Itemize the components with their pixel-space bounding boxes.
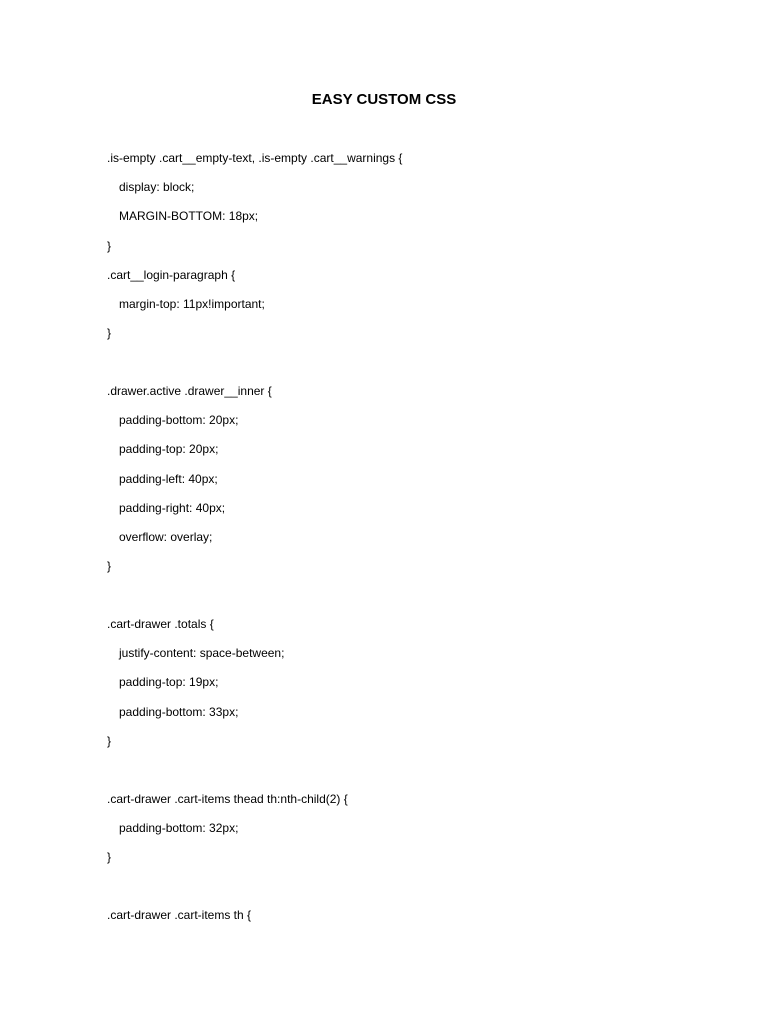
code-line: padding-top: 19px; bbox=[119, 675, 219, 689]
code-line: } bbox=[107, 326, 112, 340]
code-line: } bbox=[107, 734, 112, 748]
code-line: MARGIN-BOTTOM: 18px; bbox=[119, 209, 259, 223]
code-line: .cart-drawer .cart-items th { bbox=[107, 908, 252, 922]
code-line: .cart__login-paragraph { bbox=[107, 268, 236, 282]
code-line: .cart-drawer .cart-items thead th:nth-child(2) { bbox=[107, 792, 348, 806]
code-line: } bbox=[107, 559, 112, 573]
code-line: padding-bottom: 32px; bbox=[119, 821, 239, 835]
code-line: justify-content: space-between; bbox=[119, 646, 285, 660]
code-line: .drawer.active .drawer__inner { bbox=[107, 384, 272, 398]
code-line: padding-left: 40px; bbox=[119, 472, 218, 486]
code-line: margin-top: 11px!important; bbox=[119, 297, 265, 311]
code-line: padding-bottom: 20px; bbox=[119, 413, 239, 427]
code-line: padding-right: 40px; bbox=[119, 501, 226, 515]
document-title: EASY CUSTOM CSS bbox=[311, 91, 457, 108]
code-line: display: block; bbox=[119, 180, 195, 194]
code-line: } bbox=[107, 850, 112, 864]
code-line: .cart-drawer .totals { bbox=[107, 617, 214, 631]
code-line: .is-empty .cart__empty-text, .is-empty .cart__warnings { bbox=[107, 151, 403, 165]
code-line: padding-bottom: 33px; bbox=[119, 705, 239, 719]
css-code-block bbox=[107, 0, 727, 1024]
code-line: overflow: overlay; bbox=[119, 530, 213, 544]
code-line: padding-top: 20px; bbox=[119, 442, 219, 456]
code-line: } bbox=[107, 239, 112, 253]
